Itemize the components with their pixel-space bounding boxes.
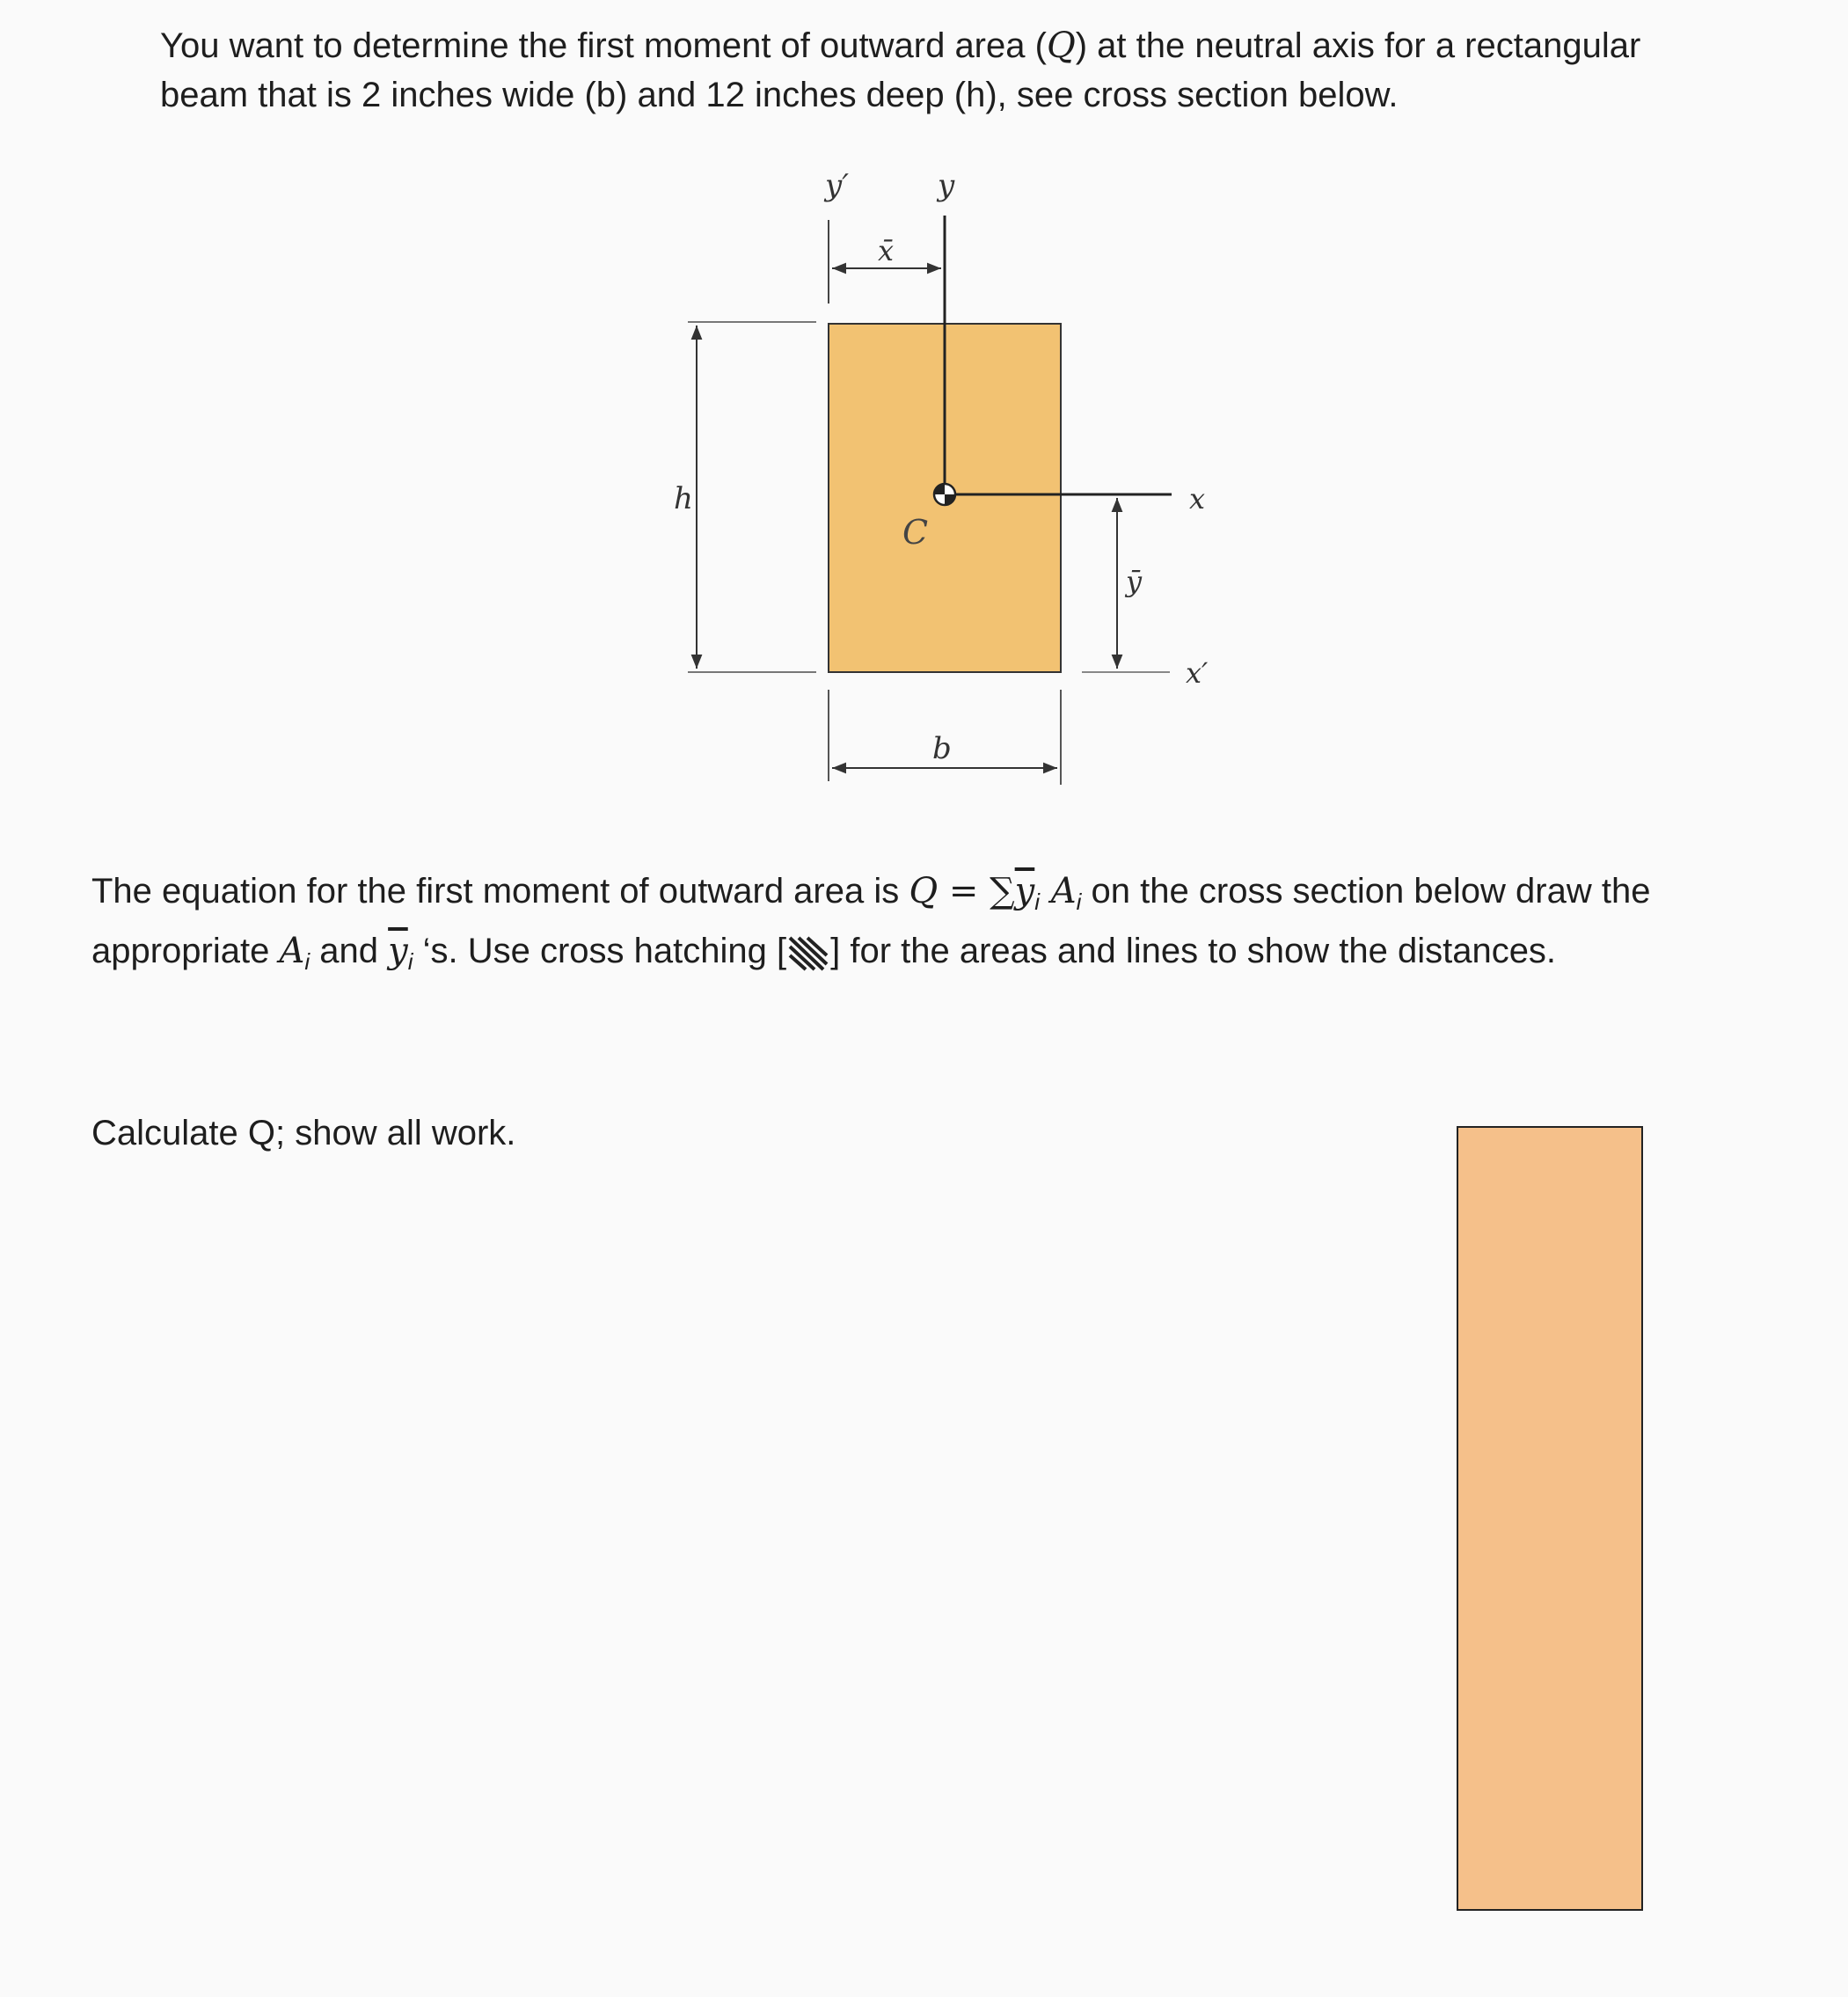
centroid-symbol — [934, 484, 955, 505]
answer-cross-section[interactable] — [1457, 1126, 1643, 1911]
equation-a: A — [1040, 871, 1077, 911]
cross-section-figure — [0, 0, 1848, 880]
equation-sub-i4: i — [407, 948, 413, 975]
equation-line2-start: appropriate — [91, 932, 280, 970]
equation-line2-end: ] for the areas and lines to show the distances. — [830, 932, 1557, 970]
equation-equals-sum: = ∑ — [938, 871, 1015, 911]
cross-hatch-icon — [788, 936, 829, 971]
equation-and: and — [310, 932, 389, 970]
x-bar-label: x̄ — [878, 234, 895, 267]
equation-line2-mid: ‘s. Use cross hatching [ — [413, 932, 787, 970]
task-text: Calculate Q; show all work. — [91, 1114, 516, 1152]
equation-q: Q — [909, 871, 939, 911]
equation-paragraph — [91, 867, 1650, 986]
h-label: h — [674, 481, 693, 516]
equation-sub-i3: i — [304, 948, 310, 975]
y-prime-label: y′ — [825, 168, 849, 203]
equation-ybar2: $\overline{y}$ — [388, 931, 408, 971]
centroid-label: C — [902, 513, 929, 552]
y-axis-label: y — [938, 168, 955, 203]
intro-line1-end: ) at the neutral axis for a rectangular — [1075, 26, 1641, 65]
intro-line1-text: You want to determine the first moment of outward area ( — [160, 26, 1047, 65]
q-symbol: Q — [1046, 26, 1076, 66]
equation-text-2: on the cross section below draw the — [1081, 872, 1651, 911]
b-label: b — [932, 731, 952, 766]
equation-sub-i2: i — [1076, 889, 1082, 915]
x-axis-label: x — [1189, 482, 1206, 516]
equation-text-1: The equation for the first moment of outward area is — [91, 872, 909, 911]
intro-line2-text: beam that is 2 inches wide (b) and 12 inches deep (h), see cross section below. — [160, 76, 1399, 114]
task-prompt — [91, 1108, 515, 1158]
equation-ybar: $\overline{y}$ — [1014, 871, 1035, 911]
equation-sub-i1: i — [1034, 889, 1041, 915]
equation-a2: A — [279, 931, 305, 971]
x-prime-label: x′ — [1186, 656, 1209, 690]
y-bar-label: ȳ — [1126, 565, 1143, 598]
